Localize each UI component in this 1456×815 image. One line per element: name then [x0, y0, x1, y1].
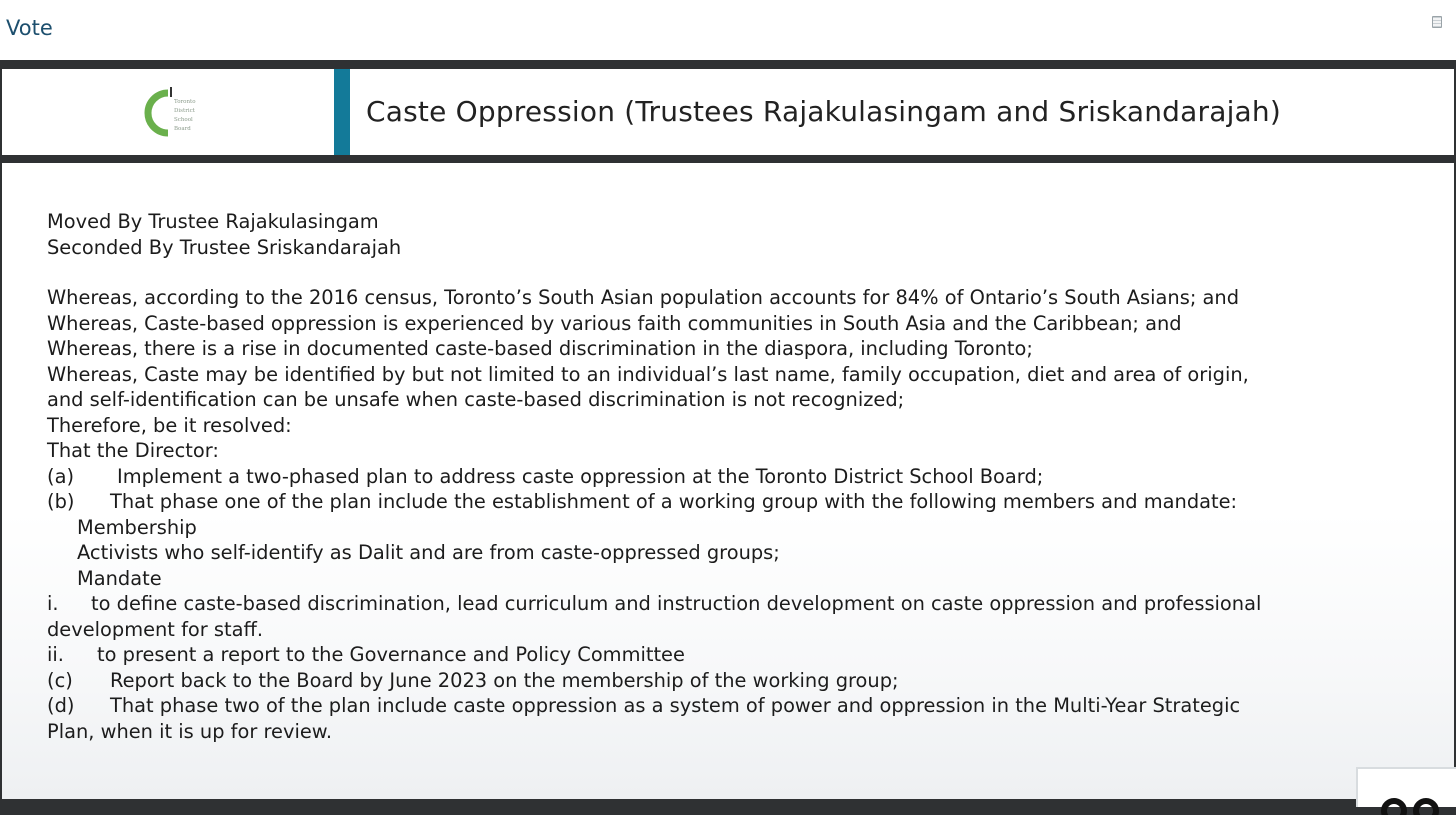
item-marker: (c)	[47, 668, 73, 692]
item-text: Report back to the Board by June 2023 on the membership of the working group;	[110, 668, 899, 692]
item-b	[47, 489, 1442, 515]
item-text: Implement a two-phased plan to address caste oppression at the Toronto District School Board;	[117, 464, 1044, 488]
item-marker: i.	[47, 592, 59, 615]
item-marker: (d)	[47, 694, 75, 717]
whereas-line: Whereas, according to the 2016 census, Toronto’s South Asian population accounts for 84% of Ontario’s South Asians; and	[47, 286, 1240, 309]
item-d-continued: Plan, when it is up for review.	[47, 719, 333, 743]
mandate-ii	[47, 642, 1442, 668]
membership-text: Activists who self-identify as Dalit and are from caste-oppressed groups;	[77, 541, 780, 564]
item-marker: (a)	[47, 464, 75, 488]
video-overlay[interactable]	[1356, 767, 1456, 807]
window-control-icon[interactable]	[1432, 16, 1442, 28]
header-accent-bar	[334, 69, 350, 155]
tdsb-logo-icon	[138, 85, 208, 141]
slide-body	[2, 163, 1454, 799]
whereas-line: Whereas, Caste may be identified by but not limited to an individual’s last name, family occupation, diet and area of origin,	[47, 362, 1249, 386]
item-marker: (b)	[47, 490, 75, 513]
item-c	[47, 668, 1442, 694]
seconded-by: Seconded By Trustee Sriskandarajah	[47, 235, 402, 259]
item-d	[47, 693, 1442, 719]
window-titlebar	[0, 0, 1456, 60]
resolved-line: Therefore, be it resolved:	[47, 413, 292, 437]
item-text: That phase one of the plan include the establishment of a working group with the following members and mandate:	[110, 490, 1238, 513]
item-text: to present a report to the Governance and Policy Committee	[97, 643, 685, 666]
whereas-line: Whereas, Caste-based oppression is experienced by various faith communities in South Asia and the Caribbean; and	[47, 311, 1182, 335]
membership-heading: Membership	[77, 515, 197, 539]
item-text: to define caste-based discrimination, lead curriculum and instruction development on caste oppression and professional	[91, 592, 1262, 615]
paragraph-gap	[47, 260, 1442, 285]
mandate-heading: Mandate	[77, 566, 162, 590]
motion-text	[47, 209, 1442, 744]
svg-text:School: School	[174, 117, 193, 123]
mandate-i-continued: development for staff.	[47, 617, 264, 641]
video-control-icon[interactable]	[1380, 795, 1450, 815]
svg-text:District: District	[174, 108, 195, 114]
moved-by: Moved By Trustee Rajakulasingam	[47, 210, 379, 233]
whereas-line: and self-identification can be unsafe when caste-based discrimination is not recognized;	[47, 388, 905, 411]
director-line: That the Director:	[47, 439, 219, 462]
item-marker: ii.	[47, 643, 64, 666]
svg-text:Toronto: Toronto	[174, 99, 196, 105]
item-a	[47, 464, 1442, 490]
slide-header	[2, 69, 1454, 155]
slide-title: Caste Oppression (Trustees Rajakulasingam and Sriskandarajah)	[366, 95, 1281, 128]
svg-text:Board: Board	[174, 126, 191, 132]
item-text: That phase two of the plan include caste oppression as a system of power and oppression in the Multi-Year Strategic	[110, 694, 1241, 717]
window-title: Vote	[6, 16, 53, 40]
mandate-i	[47, 591, 1442, 617]
logo-area	[2, 69, 334, 155]
whereas-line: Whereas, there is a rise in documented caste-based discrimination in the diaspora, including Toronto;	[47, 337, 1033, 360]
